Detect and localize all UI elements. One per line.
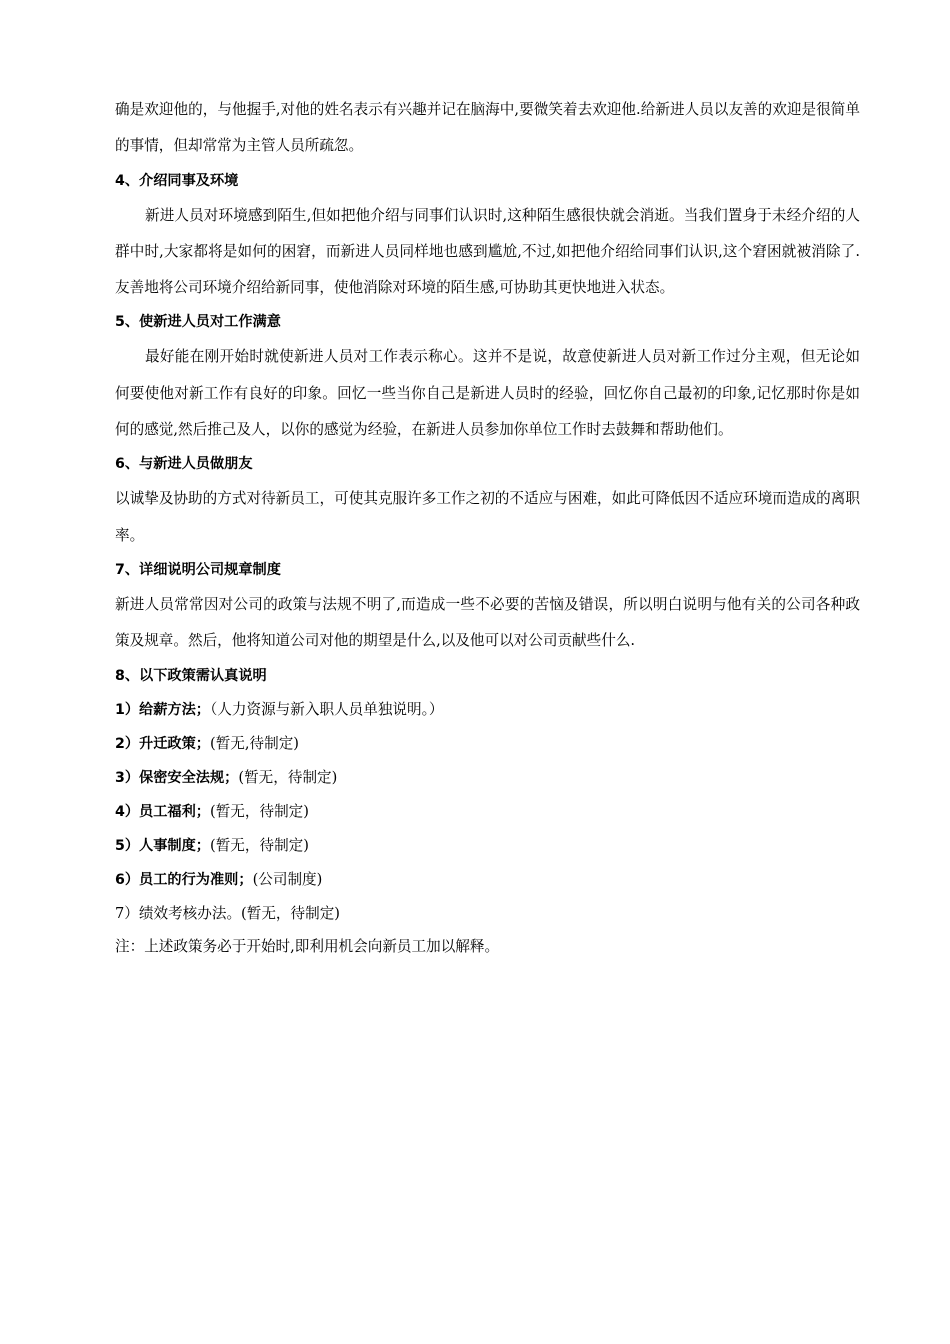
section-heading: 8、以下政策需认真说明	[115, 667, 267, 684]
policy-item	[115, 693, 860, 727]
section-7	[115, 554, 860, 660]
policy-title: 6）员工的行为准则；	[115, 871, 253, 888]
policy-item	[115, 863, 860, 897]
policy-note: (暂无，待制定)	[210, 802, 309, 820]
policy-list	[115, 693, 860, 930]
policy-title: 5）人事制度；	[115, 837, 210, 854]
policy-item	[115, 727, 860, 761]
policy-note: (暂无，待制定)	[210, 836, 309, 854]
policy-item	[115, 897, 860, 930]
policy-note: (公司制度)	[252, 870, 323, 888]
section-4	[115, 165, 860, 307]
section-8	[115, 660, 860, 963]
section-heading: 6、与新进人员做朋友	[115, 456, 253, 473]
section-body: 最好能在刚开始时就使新进人员对工作表示称心。这并不是说，故意使新进人员对新工作过分主观，但无论如何要使他对新工作有良好的印象。回忆一些当你自己是新进人员时的经验，回忆你自己最初的印象,记忆那时你是如何的感觉,然后推己及人，以你的感觉为经验，在新进人员参加你单位工作时去鼓舞和帮助他们。	[115, 348, 860, 439]
policy-item	[115, 829, 860, 863]
section-6	[115, 448, 860, 554]
policy-note: （人力资源与新入职人员单独说明。）	[210, 700, 444, 718]
policy-note: (暂无,待制定)	[210, 734, 299, 752]
policy-item	[115, 761, 860, 795]
policy-title: 7）绩效考核办法。	[115, 904, 242, 922]
document-page	[115, 92, 860, 963]
policy-title: 1）给薪方法；	[115, 701, 210, 718]
policy-title: 3）保密安全法规；	[115, 769, 239, 786]
section-heading: 7、详细说明公司规章制度	[115, 561, 281, 578]
section-5	[115, 306, 860, 448]
policy-item	[115, 795, 860, 829]
section-heading: 5、使新进人员对工作满意	[115, 314, 281, 331]
section-body: 新进人员常常因对公司的政策与法规不明了,而造成一些不必要的苦恼及错误，所以明白说明与他有关的公司各种政策及规章。然后，他将知道公司对他的期望是什么,以及他可以对公司贡献些什么.	[115, 595, 860, 650]
policy-title: 2）升迁政策；	[115, 735, 210, 752]
policy-note: (暂无，待制定)	[241, 904, 340, 922]
section-heading: 4、介绍同事及环境	[115, 172, 239, 189]
policy-note: (暂无，待制定)	[238, 768, 338, 786]
intro-paragraph: 确是欢迎他的，与他握手,对他的姓名表示有兴趣并记在脑海中,要微笑着去欢迎他.给新进人员以友善的欢迎是很简单的事情，但却常常为主管人员所疏忽。	[115, 101, 860, 155]
section-body: 新进人员对环境感到陌生,但如把他介绍与同事们认识时,这种陌生感很快就会消逝。当我们置身于未经介绍的人群中时,大家都将是如何的困窘，而新进人员同样地也感到尴尬,不过,如把他介绍给同事们认识,这个窘困就被消除了.友善地将公司环境介绍给新同事，使他消除对环境的陌生感,可协助其更快地进入状态。	[115, 206, 860, 297]
section-body: 以诚挚及协助的方式对待新员工，可使其克服许多工作之初的不适应与困难，如此可降低因不适应环境而造成的离职率。	[115, 490, 860, 544]
footnote: 注：上述政策务必于开始时,即利用机会向新员工加以解释。	[115, 937, 500, 955]
policy-title: 4）员工福利；	[115, 803, 210, 820]
